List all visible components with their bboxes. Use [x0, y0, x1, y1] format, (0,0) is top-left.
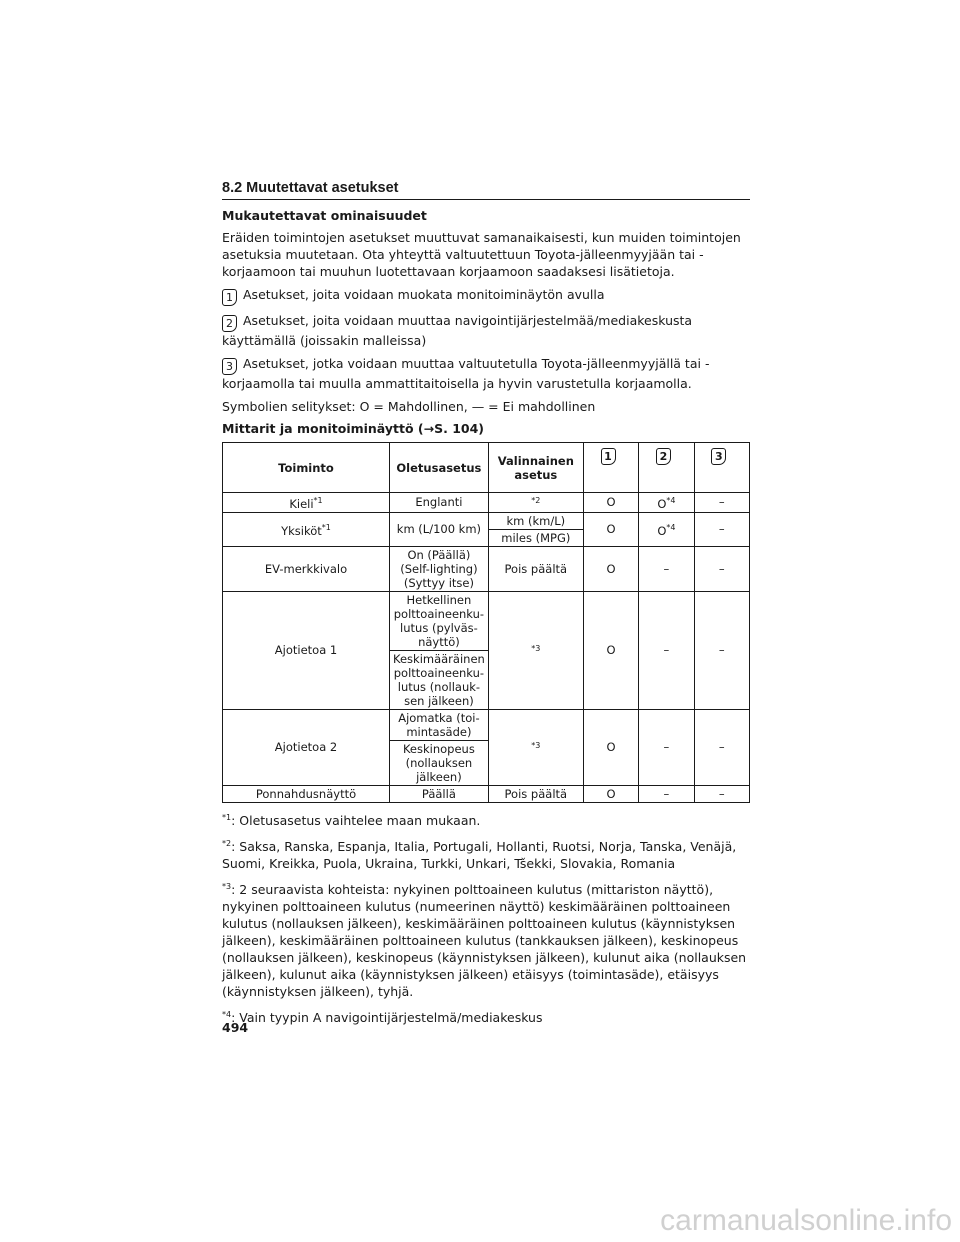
table-header-row: [223, 443, 750, 493]
table-row: Keskimääräinen polttoaineenku-lutus (nollauk-sen jälkeen): [223, 650, 750, 709]
col-valinnainen: Valinnainen asetus: [488, 443, 583, 493]
item-1: 1 Asetukset, joita voidaan muokata monitoiminäytön avulla: [222, 286, 750, 306]
subheading: Mukautettavat ominaisuudet: [222, 208, 427, 223]
section-heading: 8.2 Muutettavat asetukset: [222, 180, 750, 200]
col-2: [639, 443, 694, 493]
legend: Symbolien selitykset: O = Mahdollinen, — = Ei mahdollinen: [222, 399, 596, 414]
page-content: [222, 180, 750, 1026]
table-title: Mittarit ja monitoiminäyttö (→S. 104): [222, 421, 484, 436]
table-row: Ajotietoa 1 Hetkellinen polttoaineenku-lutus (pylväs-näyttö) $^{*3}$ O – –: [223, 591, 750, 650]
footnote-2: $^{*2}$: Saksa, Ranska, Espanja, Italia, Portugali, Hollanti, Ruotsi, Norja, Tanska, Venäjä, Suomi, Kreikka, Puola, Ukraina, Turkki, Unkari, Tšekki, Slovakia, Romania: [222, 838, 737, 872]
settings-table: [222, 442, 750, 803]
col-oletus: Oletusasetus: [390, 443, 489, 493]
table-row: Kieli$^{*1}$ Englanti $^{*2}$ O $O^{*4}$ –: [223, 493, 750, 513]
footnote-1: $^{*1}$: Oletusasetus vaihtelee maan mukaan.: [222, 812, 481, 828]
watermark: carmanualsonline.info: [660, 1204, 952, 1237]
table-row: miles (MPG): [223, 529, 750, 546]
footnote-3: $^{*3}$: 2 seuraavista kohteista: nykyinen polttoaineen kulutus (mittariston näyttö), nykyinen polttoaineen kulutus (numeerinen näyttö) keskimääräinen polttoaineen kulutus (nollauksen jälkeen), keskimääräinen polttoaineen kulutus (käynnistyksen jälkeen), keskimääräinen polttoaineen kulutus (tankkauksen jälkeen), keskinopeus (nollauksen jälkeen), keskinopeus (käynnistyksen jälkeen), kulunut aika (nollauksen jälkeen), kulunut aika (käynnistyksen jälkeen) etäisyys (toimintasäde), etäisyys (käynnistyksen jälkeen), tyhjä.: [222, 882, 747, 1000]
page-number: 494: [222, 1020, 249, 1035]
item-3: 3 Asetukset, jotka voidaan muuttaa valtuutetulla Toyota-jälleenmyyjällä tai -korjaamolla tai muulla ammattitaitoisella ja hyvin varustetulla korjaamolla.: [222, 356, 710, 391]
table-row: Ponnahdusnäyttö Päällä Pois päältä O – –: [223, 785, 750, 802]
col-1: [583, 443, 638, 493]
number-1-icon: 1: [222, 289, 237, 306]
intro-paragraph: Eräiden toimintojen asetukset muuttuvat samanaikaisesti, kun muiden toimintojen asetuksia muutetaan. Ota yhteyttä valtuutettuun Toyota-jälleenmyyjään tai -korjaamoon tai muuhun luotettavaan korjaamoon saadaksesi lisätietoja.: [222, 230, 741, 279]
number-2-icon: 2: [222, 315, 237, 332]
table-row: Ajotietoa 2 Ajomatka (toi-mintasäde) $^{*3}$ O – –: [223, 709, 750, 740]
number-3-icon: 3: [222, 358, 237, 375]
table-row: Yksiköt$^{*1}$ km (L/100 km) km (km/L) O $O^{*4}$ –: [223, 512, 750, 529]
footnote-4: $^{*4}$: Vain tyypin A navigointijärjestelmä/mediakeskus: [222, 1010, 543, 1026]
col-3: [694, 443, 749, 493]
table-row: EV-merkkivalo On (Päällä) (Self-lighting) (Syttyy itse) Pois päältä O – –: [223, 546, 750, 591]
number-3-icon: 3: [711, 448, 726, 465]
col-toiminto: Toiminto: [223, 443, 390, 493]
number-2-icon: 2: [656, 448, 671, 465]
number-1-icon: 1: [601, 448, 616, 465]
table-row: Keskinopeus (nollauksen jälkeen): [223, 740, 750, 785]
item-2: 2 Asetukset, joita voidaan muuttaa navigointijärjestelmää/mediakeskusta käyttämällä (joissakin malleissa): [222, 313, 693, 348]
